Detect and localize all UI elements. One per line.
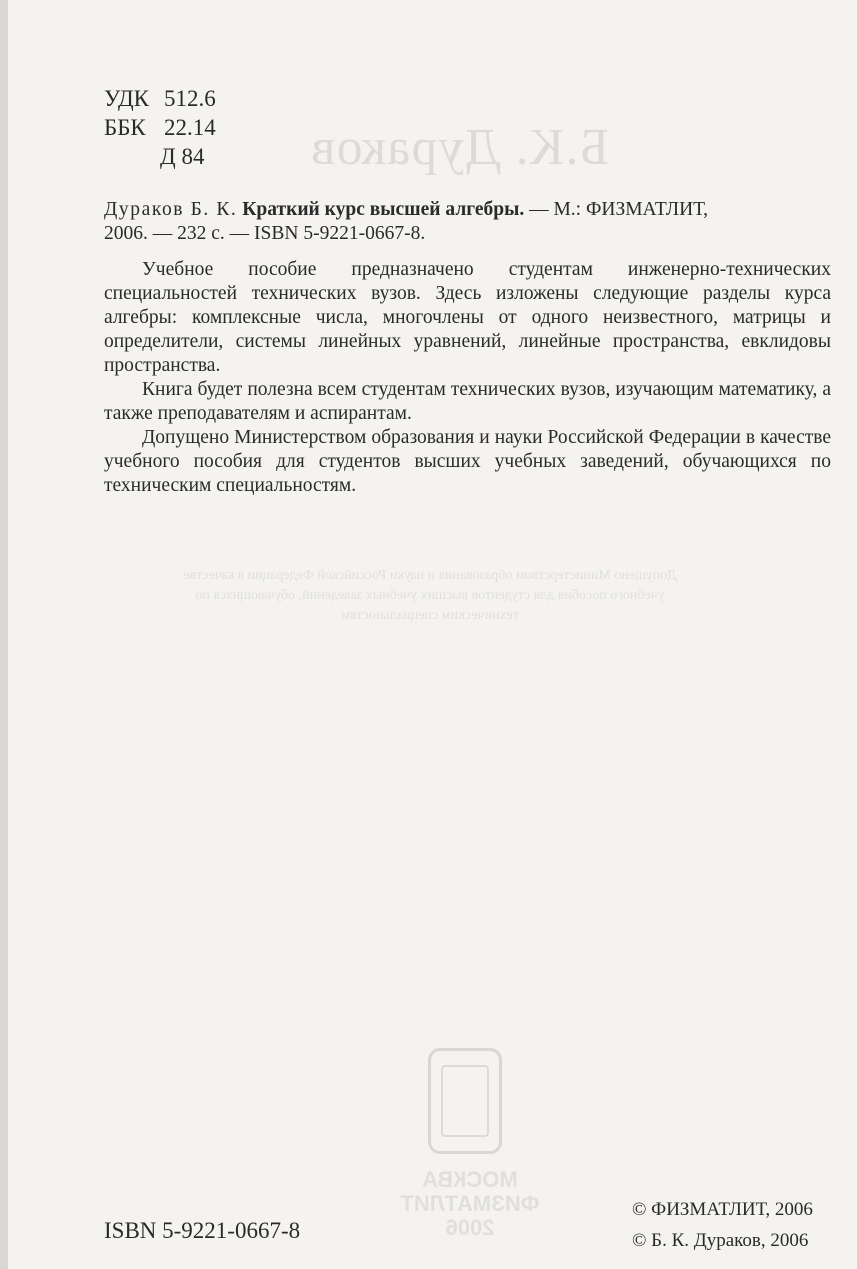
bleed-through-publisher-name: ФИЗМАТЛИТ (400, 1191, 540, 1216)
bleed-through-city: МОСКВА (422, 1167, 518, 1192)
udk-row (104, 84, 216, 113)
author-mark-row (104, 142, 216, 171)
isbn-footer: ISBN 5-9221-0667-8 (104, 1218, 301, 1243)
copyright-author: © Б. К. Дураков, 2006 (632, 1230, 809, 1251)
bibliographic-citation (104, 198, 831, 246)
bbk-value: 22.14 (164, 115, 216, 140)
abstract-paragraph-1: Учебное пособие предназначено студентам инженерно-технических специальностей технических вузов. Здесь изложены следующие разделы курса алгебры: комплексные числа, многочлены от одного неизвестного, матрицы и определители, системы линейных уравнений, линейные пространства, евклидовы пространства. (104, 259, 831, 376)
copyright-block (632, 1194, 813, 1256)
bleed-through-approval-note: Допущено Министерством образования и науки Российской Федерации в качестве учебного пособия для студентов высших учебных заведений, обучающихся по техническим специальностям (183, 568, 677, 623)
bleed-through-author: Б.К. Дураков (310, 119, 610, 176)
abstract-paragraph-3: Допущено Министерством образования и науки Российской Федерации в качестве учебного пособия для студентов высших учебных заведений, обучающихся по техническим специальностям. (104, 427, 831, 496)
copyright-publisher: © ФИЗМАТЛИТ, 2006 (632, 1199, 813, 1220)
bleed-through-publisher-logo (428, 1048, 502, 1154)
citation-line-1 (104, 198, 831, 222)
citation-publisher: — М.: ФИЗМАТЛИТ, (529, 199, 709, 220)
citation-title: Краткий курс высшей алгебры. (242, 199, 525, 220)
citation-line-2: 2006. — 232 с. — ISBN 5-9221-0667-8. (104, 223, 426, 244)
bleed-through-year: 2006 (445, 1215, 495, 1240)
author-mark: Д 84 (160, 144, 205, 169)
udk-label: УДК (104, 86, 149, 111)
page-edge (0, 0, 8, 1269)
bbk-label: ББК (104, 115, 146, 140)
abstract (104, 258, 831, 498)
bleed-through-publisher (380, 1168, 560, 1240)
abstract-paragraph-2: Книга будет полезна всем студентам технических вузов, изучающим математику, а также преподавателям и аспирантам. (104, 379, 831, 424)
udk-value: 512.6 (164, 86, 216, 111)
classification-codes (104, 84, 216, 171)
bbk-row (104, 113, 216, 142)
citation-author: Дураков Б. К. (104, 199, 238, 220)
